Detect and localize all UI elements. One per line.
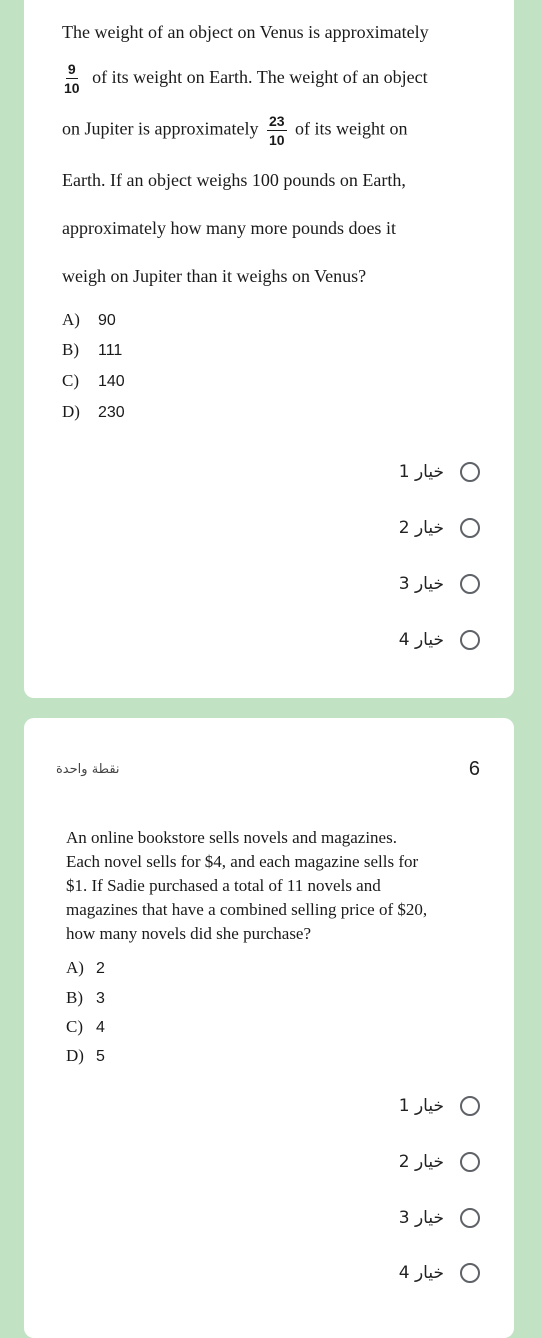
question-line: approximately how many more pounds does it bbox=[62, 218, 396, 238]
radio-circle-icon[interactable] bbox=[460, 1152, 480, 1172]
question-line bbox=[62, 112, 408, 149]
choice-value: 5 bbox=[96, 1048, 105, 1065]
option-label: خيار 4 bbox=[398, 630, 444, 650]
radio-option-4[interactable] bbox=[399, 1259, 480, 1287]
radio-option-2[interactable] bbox=[399, 514, 480, 542]
question-line: The weight of an object on Venus is approximately bbox=[62, 22, 429, 42]
radio-option-2[interactable] bbox=[399, 1148, 480, 1176]
choice-value: 230 bbox=[98, 404, 125, 421]
radio-circle-icon[interactable] bbox=[460, 630, 480, 650]
radio-circle-icon[interactable] bbox=[460, 1263, 480, 1283]
question-line: weigh on Jupiter than it weighs on Venus? bbox=[62, 266, 367, 286]
question-line-text: of its weight on Earth. The weight of an object bbox=[92, 66, 428, 87]
answer-choice-c bbox=[62, 371, 125, 391]
fraction-23-10 bbox=[267, 112, 287, 149]
radio-circle-icon[interactable] bbox=[460, 574, 480, 594]
choice-letter: C) bbox=[66, 1017, 83, 1036]
choice-value: 140 bbox=[98, 373, 125, 390]
radio-circle-icon[interactable] bbox=[460, 1096, 480, 1116]
question-card-5 bbox=[24, 0, 514, 698]
question-line: Each novel sells for $4, and each magazine sells for bbox=[66, 852, 419, 871]
option-label: خيار 1 bbox=[398, 1096, 444, 1116]
radio-circle-icon[interactable] bbox=[460, 1208, 480, 1228]
answer-choice-b bbox=[62, 340, 122, 360]
fraction-numerator: 9 bbox=[67, 61, 76, 77]
question-line: $1. If Sadie purchased a total of 11 novels and bbox=[66, 876, 381, 895]
choice-letter: D) bbox=[66, 1046, 84, 1065]
question-line: Earth. If an object weighs 100 pounds on Earth, bbox=[62, 170, 406, 190]
radio-option-4[interactable] bbox=[399, 626, 480, 654]
radio-circle-icon[interactable] bbox=[460, 518, 480, 538]
question-card-6 bbox=[24, 718, 514, 1338]
fraction-9-10 bbox=[62, 60, 82, 97]
radio-option-1[interactable] bbox=[399, 458, 480, 486]
choice-value: 2 bbox=[96, 960, 105, 977]
fraction-denominator: 10 bbox=[268, 132, 285, 148]
choice-value: 90 bbox=[98, 312, 116, 329]
option-label: خيار 3 bbox=[398, 1208, 444, 1228]
choice-letter: A) bbox=[66, 958, 84, 977]
fraction-numerator: 23 bbox=[268, 113, 285, 129]
radio-option-1[interactable] bbox=[399, 1092, 480, 1120]
question-line bbox=[62, 60, 428, 97]
option-label: خيار 3 bbox=[398, 574, 444, 594]
radio-option-3[interactable] bbox=[399, 1204, 480, 1232]
choice-letter: B) bbox=[66, 988, 83, 1007]
answer-choice-d bbox=[62, 402, 125, 422]
option-label: خيار 2 bbox=[398, 1152, 444, 1172]
question-number: 6 bbox=[468, 758, 480, 780]
answer-choice-b bbox=[66, 988, 105, 1008]
points-label: نقطة واحدة bbox=[56, 762, 120, 777]
option-label: خيار 4 bbox=[398, 1263, 444, 1283]
choice-letter: B) bbox=[62, 340, 79, 359]
option-label: خيار 1 bbox=[398, 462, 444, 482]
answer-choice-d bbox=[66, 1046, 105, 1066]
answer-choice-a bbox=[62, 310, 116, 330]
choice-letter: A) bbox=[62, 310, 80, 329]
question-line-text: of its weight on bbox=[295, 118, 408, 139]
question-line: how many novels did she purchase? bbox=[66, 924, 312, 943]
question-line-text: on Jupiter is approximately bbox=[62, 118, 259, 139]
fraction-denominator: 10 bbox=[64, 80, 80, 96]
answer-choice-a bbox=[66, 958, 105, 978]
radio-option-3[interactable] bbox=[399, 570, 480, 598]
choice-value: 111 bbox=[98, 342, 123, 359]
choice-letter: C) bbox=[62, 371, 79, 390]
answer-choice-c bbox=[66, 1017, 105, 1037]
question-text bbox=[66, 826, 486, 946]
choice-value: 3 bbox=[96, 990, 105, 1007]
question-line: An online bookstore sells novels and magazines. bbox=[66, 828, 397, 847]
question-line: magazines that have a combined selling price of $20, bbox=[66, 900, 428, 919]
choice-value: 4 bbox=[96, 1019, 105, 1036]
option-label: خيار 2 bbox=[398, 518, 444, 538]
choice-letter: D) bbox=[62, 402, 80, 421]
radio-circle-icon[interactable] bbox=[460, 462, 480, 482]
